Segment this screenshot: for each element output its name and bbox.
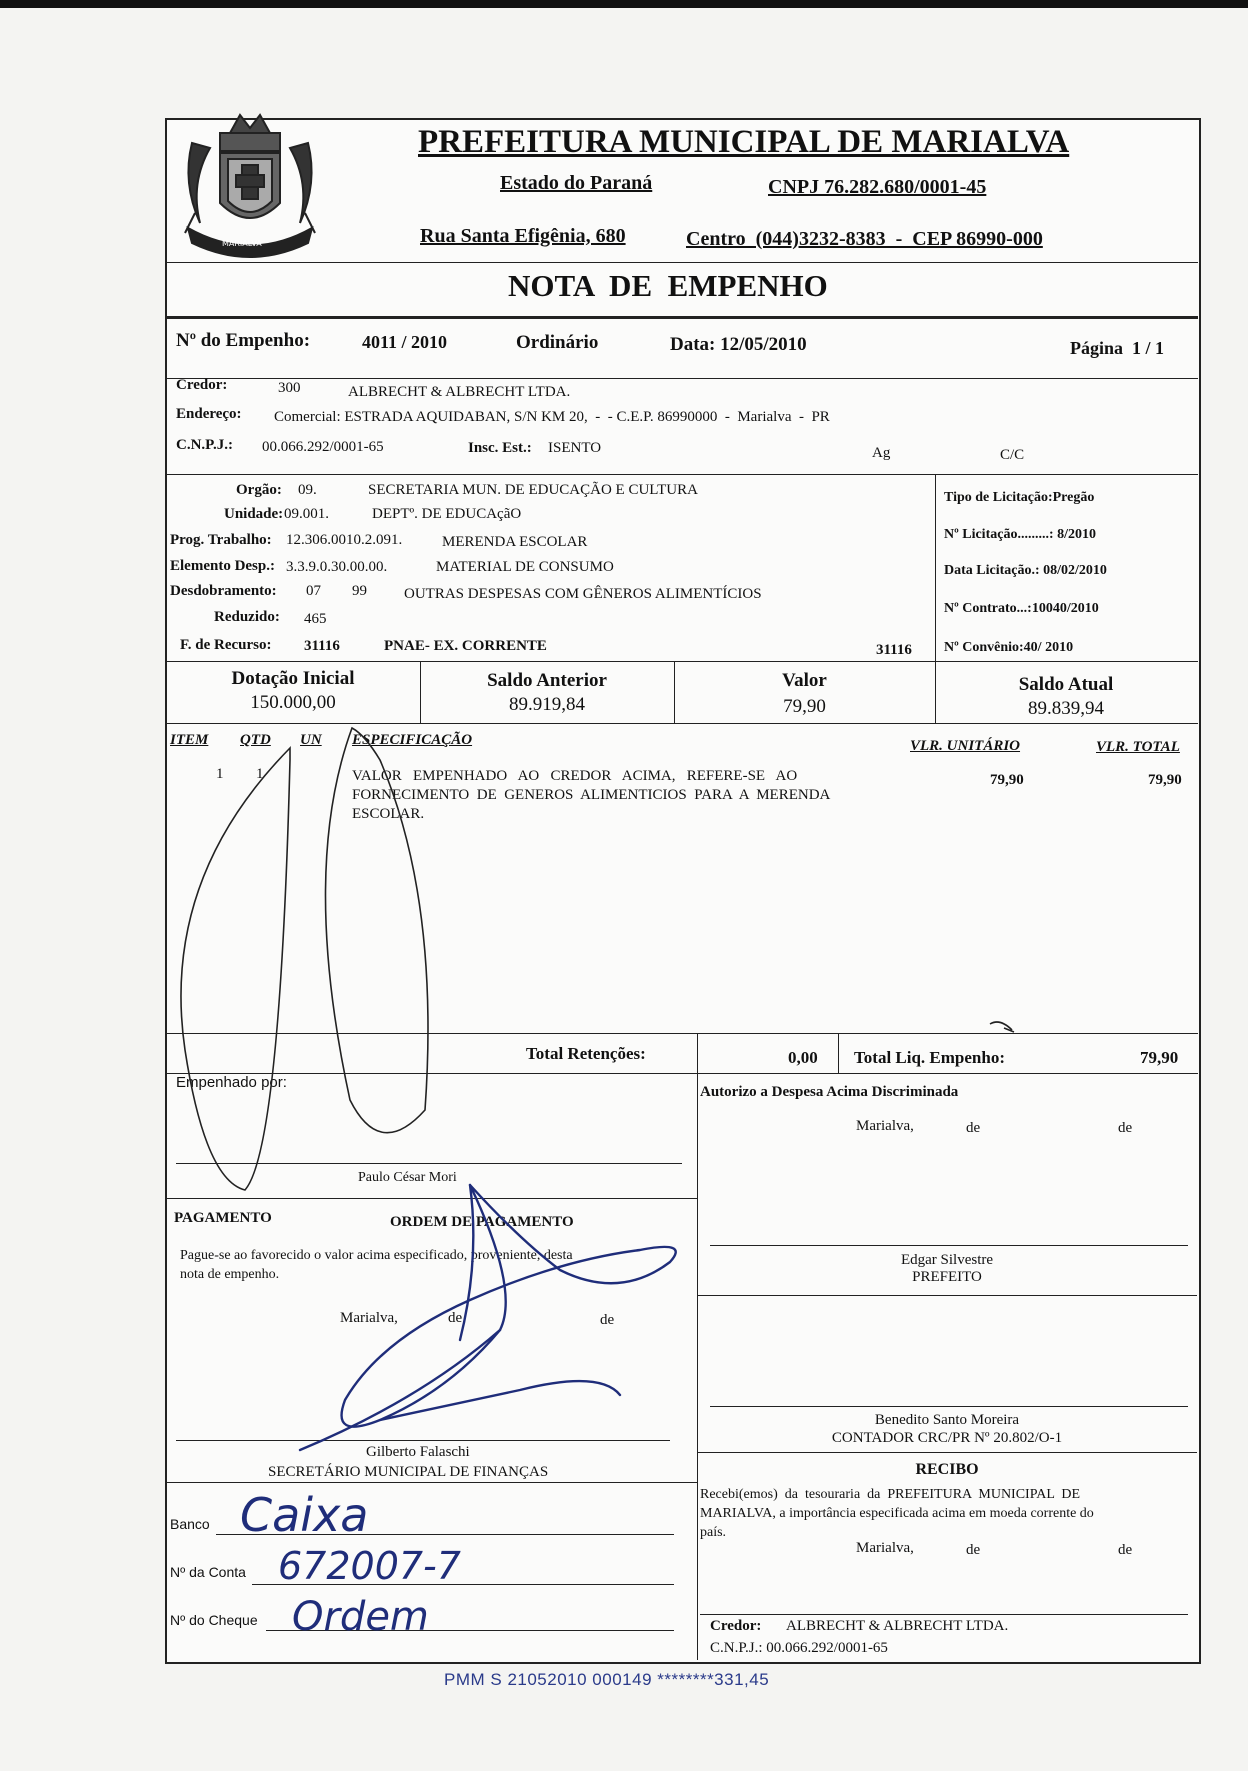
desdob-sub: 99 [352, 583, 367, 599]
autorizo-de-1: de [966, 1120, 981, 1136]
elemento-name: MATERIAL DE CONSUMO [436, 559, 614, 575]
page-number: Página 1 / 1 [1070, 338, 1165, 358]
empenho-type: Ordinário [516, 332, 599, 353]
orgao-code: 09. [298, 482, 317, 498]
desdob-code: 07 [306, 583, 321, 599]
table-row-item: 1 [216, 766, 224, 782]
prog-name: MERENDA ESCOLAR [442, 534, 588, 550]
autorizo-city: Marialva, [856, 1118, 914, 1134]
recurso-code: 31116 [304, 638, 340, 654]
signature-blue-1 [342, 1185, 676, 1427]
signature-blue-3 [460, 1185, 473, 1340]
insc-label: Insc. Est.: [468, 440, 532, 456]
valor-label: Valor [782, 670, 827, 691]
recibo-title: RECIBO [915, 1461, 979, 1478]
recibo-credor-cnpj: C.N.P.J.: 00.066.292/0001-65 [710, 1640, 888, 1656]
empenho-date: Data: 12/05/2010 [670, 334, 807, 355]
recibo-credor-label: Credor: [710, 1618, 762, 1634]
cnpj-field-label: C.N.P.J.: [176, 437, 233, 453]
autorizo-de-2: de [1118, 1120, 1133, 1136]
orgao-name: SECRETARIA MUN. DE EDUCAÇÃO E CULTURA [368, 482, 698, 498]
pagamento-city: Marialva, [340, 1310, 398, 1326]
saldo-atual-value: 89.839,94 [1028, 698, 1104, 719]
address-label: Rua Santa Efigênia, 680 [420, 225, 626, 247]
pen-loop-right [325, 728, 428, 1133]
unidade-code: 09.001. [284, 506, 329, 522]
recibo-credor-name: ALBRECHT & ALBRECHT LTDA. [786, 1618, 1009, 1634]
recibo-line-1: Recebi(emos) da tesouraria da PREFEITURA MUNICIPAL DE [700, 1487, 1081, 1502]
table-row-desc-3: ESCOLAR. [352, 806, 425, 822]
elemento-label: Elemento Desp.: [170, 558, 275, 574]
svg-text:MARIALVA: MARIALVA [222, 239, 262, 248]
empenho-label: Nº do Empenho: [176, 330, 311, 351]
licitacao-contrato: Nº Contrato...:10040/2010 [944, 601, 1099, 616]
contador-title: CONTADOR CRC/PR Nº 20.802/O-1 [831, 1430, 1063, 1446]
state-label: Estado do Paraná [500, 172, 653, 194]
table-row-vtotal: 79,90 [1148, 772, 1182, 788]
pagamento-label: PAGAMENTO [174, 1210, 272, 1226]
unidade-name: DEPTº. DE EDUCAçãO [372, 506, 522, 522]
total-liquido-label: Total Liq. Empenho: [854, 1048, 1005, 1067]
table-row-desc-2: FORNECIMENTO DE GENEROS ALIMENTICIOS PARA A MERENDA [352, 787, 831, 803]
document-title: NOTA DE EMPENHO [508, 268, 828, 303]
autorizo-label: Autorizo a Despesa Acima Discriminada [700, 1084, 959, 1100]
prefeito-name: Edgar Silvestre [900, 1252, 994, 1268]
address-field-label: Endereço: [176, 406, 242, 422]
col-qtd: QTD [240, 732, 271, 748]
total-liquido-value: 79,90 [1140, 1048, 1179, 1067]
recibo-line-3: país. [700, 1525, 727, 1540]
retencoes-value: 0,00 [788, 1048, 818, 1067]
reduzido-label: Reduzido: [214, 609, 280, 625]
recibo-city: Marialva, [856, 1540, 914, 1556]
dotacao-label: Dotação Inicial [231, 668, 355, 689]
prog-label: Prog. Trabalho: [170, 532, 272, 548]
valor-value: 79,90 [783, 696, 826, 717]
recurso-label: F. de Recurso: [180, 637, 272, 653]
credor-label: Credor: [176, 377, 228, 393]
credor-code: 300 [278, 380, 301, 396]
unidade-label: Unidade: [224, 506, 284, 522]
licitacao-data: Data Licitação.: 08/02/2010 [944, 563, 1107, 578]
credor-address: Comercial: ESTRADA AQUIDABAN, S/N KM 20, - - C.E.P. 86990000 - Marialva - PR [274, 409, 830, 425]
pen-mark-small [990, 1022, 1014, 1032]
col-valor-total: VLR. TOTAL [1096, 739, 1180, 755]
pen-loop-left [181, 748, 290, 1190]
banco-label: Banco [170, 1516, 210, 1532]
saldo-anterior-value: 89.919,84 [509, 694, 585, 715]
elemento-code: 3.3.9.0.30.00.00. [286, 559, 388, 575]
agency-label: Ag [872, 445, 891, 461]
table-row-qtd: 1 [256, 766, 264, 782]
licitacao-tipo: Tipo de Licitação:Pregão [944, 490, 1095, 505]
cheque-handwriting: Ordem [292, 1594, 429, 1640]
pague-line-2: nota de empenho. [180, 1267, 280, 1282]
licitacao-convenio: Nº Convênio:40/ 2010 [944, 640, 1074, 655]
insc-value: ISENTO [548, 440, 602, 456]
prefeito-title: PREFEITO [912, 1269, 982, 1285]
empenhado-label: Empenhado por: [176, 1074, 287, 1091]
financas-name: Gilberto Falaschi [366, 1444, 470, 1460]
contact-label: Centro (044)3232-8383 - CEP 86990-000 [686, 228, 1043, 250]
empenhado-name: Paulo César Mori [358, 1170, 457, 1185]
col-un: UN [300, 732, 322, 748]
col-valor-unitario: VLR. UNITÁRIO [910, 738, 1021, 754]
table-row-vunit: 79,90 [990, 772, 1024, 788]
orgao-label: Orgão: [236, 482, 282, 498]
account-label: C/C [1000, 447, 1025, 463]
desdob-name: OUTRAS DESPESAS COM GÊNEROS ALIMENTÍCIOS [404, 586, 762, 602]
recurso-code-2: 31116 [876, 642, 912, 658]
credor-name: ALBRECHT & ALBRECHT LTDA. [348, 384, 571, 400]
dotacao-value: 150.000,00 [250, 692, 336, 713]
pagamento-de-2: de [600, 1312, 615, 1328]
conta-handwriting: 672007-7 [278, 1544, 461, 1588]
reduzido-value: 465 [304, 611, 327, 627]
cheque-label: Nº do Cheque [170, 1612, 258, 1628]
ordem-pagamento-label: ORDEM DE PAGAMENTO [390, 1214, 574, 1230]
desdob-label: Desdobramento: [170, 583, 277, 599]
col-item: ITEM [170, 732, 209, 748]
pague-line-1: Pague-se ao favorecido o valor acima especificado, proveniente, desta [180, 1248, 573, 1263]
retencoes-label: Total Retenções: [526, 1044, 646, 1063]
contador-name: Benedito Santo Moreira [874, 1412, 1020, 1428]
saldo-anterior-label: Saldo Anterior [487, 670, 607, 691]
recibo-de-1: de [966, 1542, 981, 1558]
recibo-line-2: MARIALVA, a importância especificada acima em moeda corrente do [700, 1506, 1094, 1521]
recibo-de-2: de [1118, 1542, 1133, 1558]
page-title: PREFEITURA MUNICIPAL DE MARIALVA [418, 124, 1070, 160]
table-row-desc-1: VALOR EMPENHADO AO CREDOR ACIMA, REFERE-SE AO [352, 768, 798, 784]
conta-label: Nº da Conta [170, 1564, 246, 1580]
col-especificacao: ESPECIFICAÇÃO [352, 732, 473, 748]
empenho-number: 4011 / 2010 [362, 332, 448, 352]
mechanical-stamp: PMM S 21052010 000149 ********331,45 [444, 1670, 770, 1689]
prog-code: 12.306.0010.2.091. [286, 532, 403, 548]
pagamento-de-1: de [448, 1310, 463, 1326]
banco-handwriting: Caixa [240, 1488, 369, 1542]
cnpj-label: CNPJ 76.282.680/0001-45 [768, 176, 987, 198]
licitacao-numero: Nº Licitação.........: 8/2010 [944, 527, 1096, 542]
recurso-name: PNAE- EX. CORRENTE [384, 638, 547, 654]
saldo-atual-label: Saldo Atual [1018, 674, 1114, 695]
credor-cnpj: 00.066.292/0001-65 [262, 439, 384, 455]
signature-blue-2 [300, 1330, 620, 1450]
financas-title: SECRETÁRIO MUNICIPAL DE FINANÇAS [268, 1464, 549, 1480]
